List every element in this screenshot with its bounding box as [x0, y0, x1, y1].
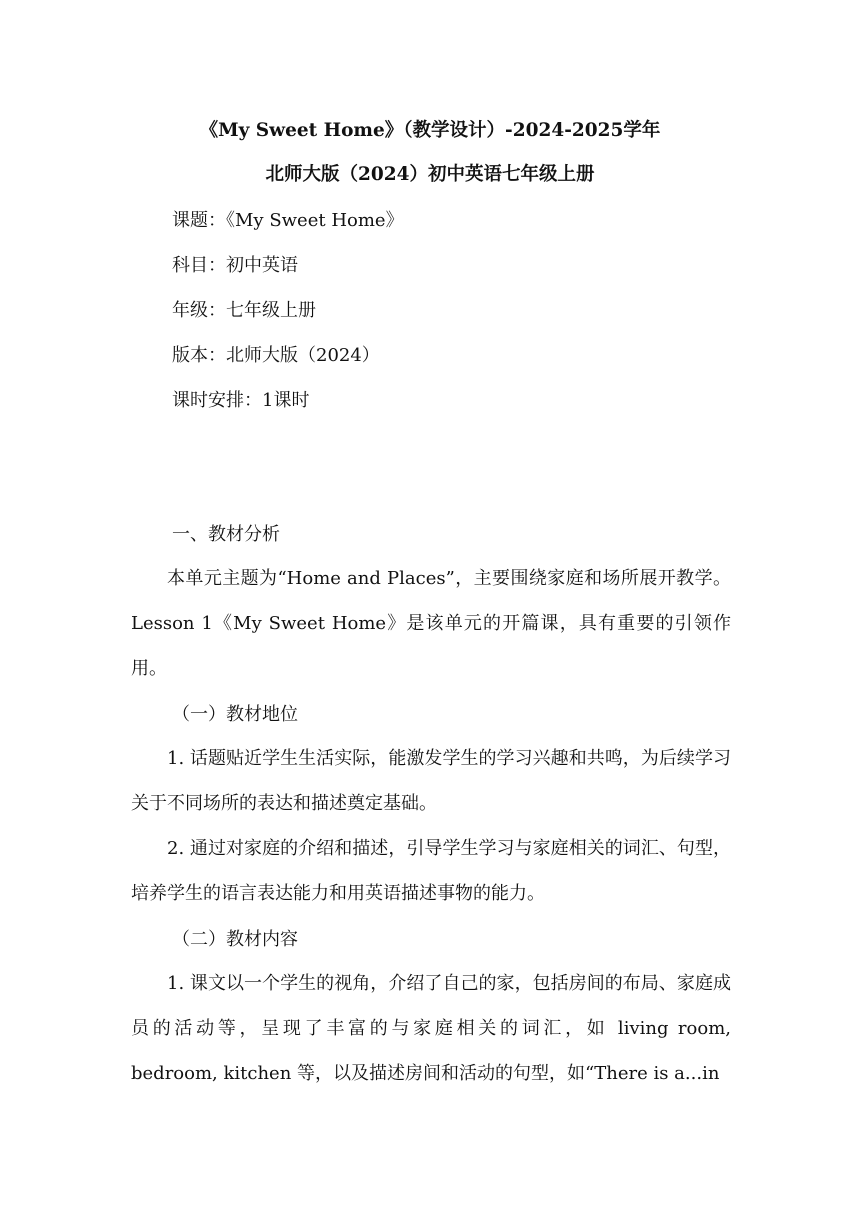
document-title-line-2: 北师大版（2024）初中英语七年级上册 — [265, 164, 595, 185]
section-intro-paragraph: 本单元主题为“Home and Places”，主要围绕家庭和场所展开教学。Lesson 1《My Sweet Home》是该单元的开篇课，具有重要的引领作用。 — [131, 568, 731, 679]
meta-topic: 课题：《My Sweet Home》 — [172, 210, 404, 231]
meta-subject: 科目：初中英语 — [172, 255, 298, 276]
meta-schedule: 课时安排：1课时 — [172, 390, 310, 411]
meta-edition: 版本：北师大版（2024） — [172, 345, 380, 366]
subsection-heading-position: （一）教材地位 — [172, 704, 298, 725]
paragraph-position-item-1: 1. 话题贴近学生生活实际，能激发学生的学习兴趣和共鸣，为后续学习关于不同场所的表达和描述奠定基础。 — [131, 748, 731, 814]
document-title-line-1: 《My Sweet Home》（教学设计）-2024-2025学年 — [199, 120, 661, 141]
subsection-heading-content: （二）教材内容 — [172, 929, 298, 950]
paragraph-content-item-1: 1. 课文以一个学生的视角，介绍了自己的家，包括房间的布局、家庭成员的活动等，呈现了丰富的与家庭相关的词汇，如 living room, bedroom, kitchen 等，以及描述房间和活动的句型，如“There is a...in — [131, 973, 731, 1084]
meta-grade: 年级：七年级上册 — [172, 300, 316, 321]
section-heading-textbook-analysis: 一、教材分析 — [172, 524, 280, 545]
paragraph-position-item-2: 2. 通过对家庭的介绍和描述，引导学生学习与家庭相关的词汇、句型，培养学生的语言表达能力和用英语描述事物的能力。 — [131, 838, 731, 904]
